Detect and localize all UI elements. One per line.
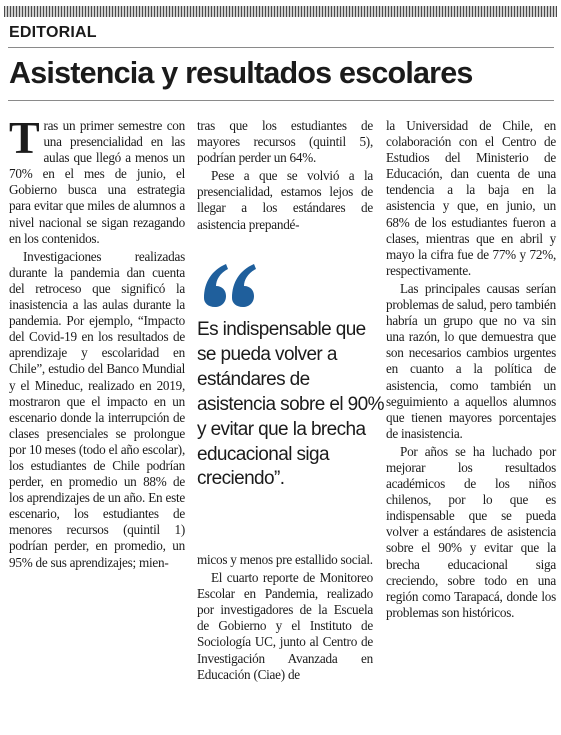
paragraph: la Universidad de Chile, en colaboración con el Centro de Estudios del Ministerio de Educación, dan cuenta de una tendencia a la baja en la asistencia y que, en junio, un 68% de los estudiantes fueron a clases, mientras que en abril y mayo la cifra fue de 77% y 72%, respectivamente. [386, 118, 556, 278]
header-pattern-bar [4, 6, 557, 17]
paragraph: Investigaciones realizadas durante la pandemia dan cuenta del retroceso que significó la inasistencia a las aulas durante la pandemia. Por ejemplo, “Impacto del Covid-19 en los resultados de aprendizaje y escolaridad en Chile”, estudio del Banco Mundial y el Mineduc, realizado en 2019, mostraron que el impacto en un escenario donde la interrupción de clases presenciales se prolongue por 10 meses (todo el año escolar), los estudiantes de Chile podrían perder, en promedio un 88% de los aprendizajes de un año. En este escenario, los estudiantes de menores recursos (quintil 1) podrían perder, en promedio, un 95% de sus aprendizajes; mien- [9, 248, 185, 570]
section-label: EDITORIAL [9, 24, 97, 41]
paragraph: Por años se ha luchado por mejorar los resultados académicos de los niños chilenos, por lo que es indispensable que se pueda volver a estándares de asistencia sobre el 90% y evitar que la brecha educacional siga creciendo, sobre todo en una región como Tarapacá, donde los problemas son históricos. [386, 443, 556, 620]
section-divider [8, 47, 554, 48]
article-column-3 [386, 118, 556, 621]
paragraph: El cuarto reporte de Monitoreo Escolar en Pandemia, realizado por investigadores de la Escuela de Gobierno y el Instituto de Sociología UC, junto al Centro de Investigación Avanzada en Educación (Ciae) de [197, 570, 373, 682]
pull-quote [197, 318, 387, 492]
paragraph: ras un primer semestre con una presencialidad en las aulas que llegó a menos un 70% en el mes de junio, el Gobierno busca una estrategia para evitar que miles de alumnos a nivel nacional se sigan rezagando en los contenidos. [9, 118, 185, 246]
article-column-2-top [197, 118, 373, 233]
article-column-1 [9, 112, 185, 571]
article-column-2-bottom [197, 552, 373, 683]
paragraph: Pese a que se volvió a la presencialidad, estamos lejos de llegar a los estándares de asistencia prepandé- [197, 168, 373, 232]
quote-mark-icon [200, 256, 260, 316]
headline-divider [8, 100, 554, 101]
headline: Asistencia y resultados escolares [9, 56, 473, 90]
drop-cap: T [9, 112, 40, 163]
paragraph: tras que los estudiantes de mayores recursos (quintil 5), podrían perder un 64%. [197, 118, 373, 166]
pull-quote-text: Es indispensable que se pueda volver a estándares de asistencia sobre el 90% y evitar que la brecha educacional siga creciendo”. [197, 319, 384, 490]
paragraph: micos y menos pre estallido social. [197, 552, 373, 567]
paragraph: Las principales causas serían problemas de salud, pero también habría un grupo que no va sin una razón, lo que demuestra que son necesarios cambios urgentes en cuanto a la política de asistencia, como también un seguimiento a aquellos alumnos que tienen mayores porcentajes de inasistencia. [386, 280, 556, 441]
